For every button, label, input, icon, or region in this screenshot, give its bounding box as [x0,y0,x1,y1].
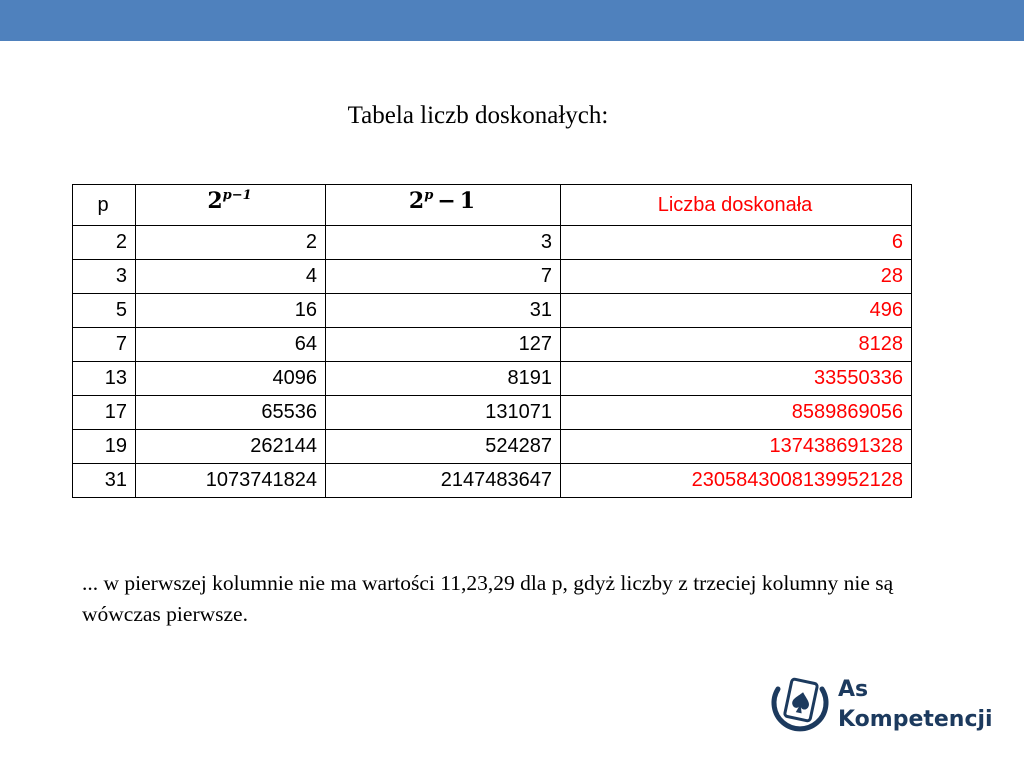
table-row [73,328,912,362]
cell-perfect-number: 8589869056 [561,396,912,430]
cell-p: 19 [73,430,136,464]
slide-title: Tabela liczb doskonałych: [347,102,609,129]
cell-mersenne: 8191 [326,362,561,396]
cell-mersenne: 127 [326,328,561,362]
table-header-row [73,185,912,226]
formula-2-pow-p-minus-one: $2^p - 1$ [408,188,476,214]
cell-power-of-two: 4 [136,260,326,294]
cell-perfect-number: 6 [561,226,912,260]
table-row [73,294,912,328]
cell-p: 7 [73,328,136,362]
logo-line-1: As [838,677,869,702]
card-spade-icon [768,675,832,745]
cell-power-of-two: 2 [136,226,326,260]
cell-perfect-number: 2305843008139952128 [561,464,912,498]
top-accent-bar [0,0,1024,41]
cell-p: 5 [73,294,136,328]
formula-2-pow-p-minus-1: $2^{p-1}$ [207,188,252,214]
cell-power-of-two: 1073741824 [136,464,326,498]
cell-p: 13 [73,362,136,396]
cell-power-of-two: 4096 [136,362,326,396]
footnote-text: ... w pierwszej kolumnie nie ma wartości 11,23,29 dla p, gdyż liczby z trzeciej kolumny nie są wówczas pierwsze. [82,571,894,626]
table-row [73,396,912,430]
table-row [73,226,912,260]
cell-mersenne: 31 [326,294,561,328]
cell-perfect-number: 28 [561,260,912,294]
cell-p: 31 [73,464,136,498]
header-mersenne [326,185,561,226]
table-row [73,464,912,498]
logo-line-2: Kompetencji [838,707,993,732]
cell-power-of-two: 16 [136,294,326,328]
cell-perfect-number: 33550336 [561,362,912,396]
cell-power-of-two: 262144 [136,430,326,464]
table-row [73,430,912,464]
cell-power-of-two: 64 [136,328,326,362]
cell-mersenne: 3 [326,226,561,260]
header-perfect-number: Liczba doskonała [561,185,912,226]
cell-mersenne: 2147483647 [326,464,561,498]
cell-mersenne: 131071 [326,396,561,430]
cell-mersenne: 524287 [326,430,561,464]
cell-p: 2 [73,226,136,260]
logo-text [838,675,993,735]
table-row [73,260,912,294]
perfect-numbers-table [72,184,912,498]
header-power-of-two [136,185,326,226]
cell-perfect-number: 496 [561,294,912,328]
cell-mersenne: 7 [326,260,561,294]
cell-perfect-number: 8128 [561,328,912,362]
header-p: p [73,185,136,226]
cell-p: 17 [73,396,136,430]
cell-power-of-two: 65536 [136,396,326,430]
as-kompetencji-logo [768,671,998,745]
table-row [73,362,912,396]
cell-p: 3 [73,260,136,294]
cell-perfect-number: 137438691328 [561,430,912,464]
table-body [73,226,912,498]
